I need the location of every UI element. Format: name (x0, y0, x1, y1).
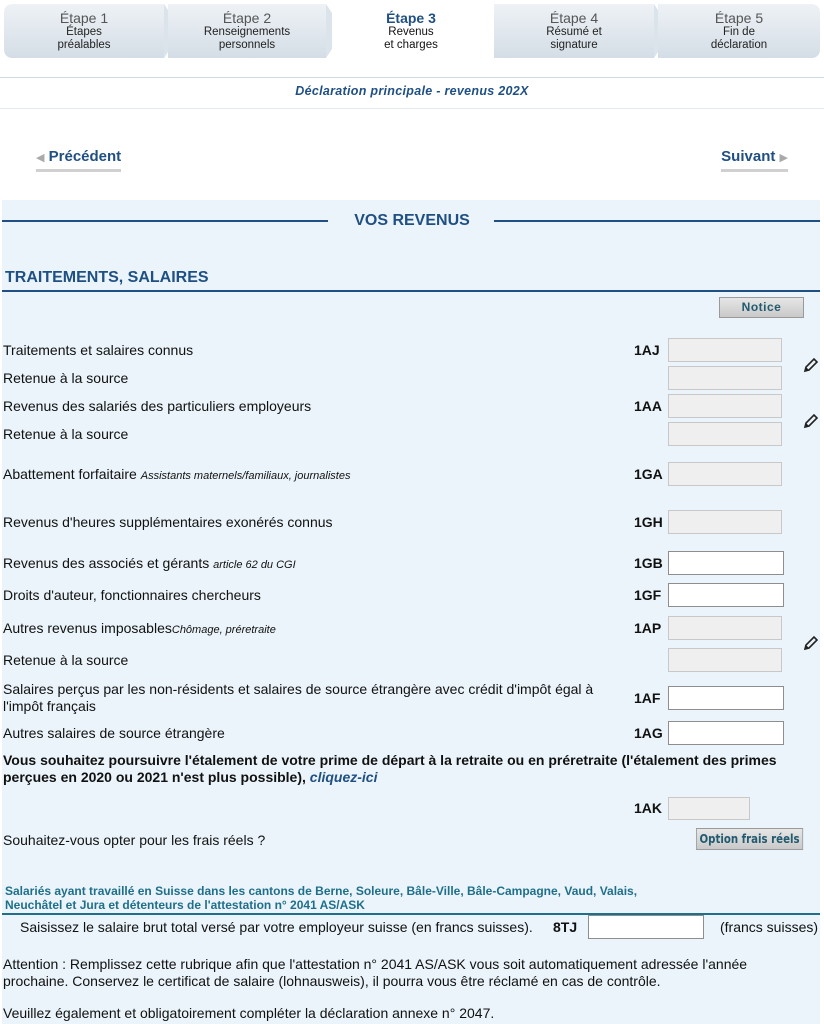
row-label (3, 466, 350, 485)
previous-link[interactable] (36, 148, 121, 172)
field-code: 1GA (634, 466, 663, 482)
swiss-section-title: Salariés ayant travaillé en Suisse dans les cantons de Berne, Soleure, Bâle-Ville, Bâle-Campagne, Vaud, Valais, Neuchâtel et Jura et détenteurs de l'attestation n° 2041 AS/ASK (5, 884, 638, 912)
next-link[interactable] (721, 148, 788, 172)
row-note: article 62 du CGI (213, 559, 296, 571)
step-3[interactable] (332, 4, 490, 58)
row-label: Retenue à la source (3, 370, 129, 386)
divider (2, 290, 820, 292)
row-label (3, 555, 296, 574)
triangle-left-icon: ◀ (36, 152, 45, 164)
step-line: Renseignements (203, 26, 291, 38)
step-2[interactable] (168, 4, 326, 58)
row-note: Assistants maternels/familiaux, journalistes (140, 470, 351, 482)
section-main-title: VOS REVENUS (354, 212, 470, 229)
prime-link[interactable]: cliquez-ici (309, 769, 378, 785)
field-1ak[interactable] (668, 797, 750, 820)
declaration-title: Déclaration principale - revenus 202X (295, 84, 529, 98)
step-title: Étape 2 (222, 10, 272, 26)
step-title: Étape 5 (714, 10, 764, 26)
field-code: 1AA (634, 398, 663, 414)
field-1gf[interactable] (668, 583, 784, 607)
divider (494, 220, 820, 222)
field-1ga[interactable] (668, 462, 782, 486)
field-1af[interactable] (668, 686, 784, 710)
step-line: Résumé et (546, 26, 602, 38)
field-1gh[interactable] (668, 510, 782, 534)
step-line: Fin de (723, 26, 755, 38)
step-line: signature (550, 39, 598, 51)
pencil-icon[interactable] (803, 635, 819, 651)
pencil-icon[interactable] (803, 413, 819, 429)
step-title: Étape 3 (386, 10, 436, 26)
swiss-prompt-row (20, 919, 533, 935)
step-line: Revenus (388, 26, 434, 38)
row-label (3, 620, 276, 639)
row-label: Salaires perçus par les non-résidents et salaires de source étrangère avec crédit d'impôt égal à l'impôt français (3, 681, 594, 714)
field-1ag[interactable] (668, 721, 784, 745)
divider (0, 108, 824, 109)
field-1aa[interactable] (668, 394, 782, 418)
step-title: Étape 1 (59, 10, 109, 26)
row-label: Droits d'auteur, fonctionnaires chercheurs (3, 587, 261, 603)
row-label: Retenue à la source (3, 426, 129, 442)
triangle-right-icon: ▶ (779, 152, 788, 164)
field-code: 1GH (634, 514, 663, 530)
field-code: 1AP (634, 620, 662, 636)
row-label-text: Abattement forfaitaire (3, 466, 137, 482)
field-1ap[interactable] (668, 616, 782, 640)
field-code: 1GF (634, 587, 662, 603)
field-code: 1AG (634, 725, 663, 741)
field-1aj-retenue[interactable] (668, 366, 782, 390)
prime-text: Vous souhaitez poursuivre l'étalement de votre prime de départ à la retraite ou en préretraite (l'étalement des primes perçues en 2020 ou 2021 n'est plus possible), (3, 752, 777, 785)
pencil-icon[interactable] (803, 357, 819, 373)
attention-note: Attention : Remplissez cette rubrique afin que l'attestation n° 2041 AS/ASK vous soit automatiquement adressée l'année prochaine. Conservez le certificat de salaire (lohnausweis), il pourra vous être réclamé en cas de contrôle. (3, 956, 748, 989)
step-line: préalables (57, 39, 111, 51)
step-line: Étapes (66, 26, 102, 38)
step-line: déclaration (710, 39, 768, 51)
row-label: Traitements et salaires connus (3, 342, 194, 358)
row-label: Revenus d'heures supplémentaires exonérés connus (3, 514, 333, 530)
notice-button[interactable]: Notice (719, 297, 804, 318)
final-note: Veuillez également et obligatoirement compléter la déclaration annexe n° 2047. (3, 1005, 495, 1021)
step-line: personnels (218, 39, 276, 51)
field-1aa-retenue[interactable] (668, 422, 782, 446)
row-note: Chômage, préretraite (171, 624, 276, 636)
field-1gb[interactable] (668, 551, 784, 575)
prime-paragraph (3, 752, 813, 786)
step-5[interactable] (658, 4, 820, 58)
row-label: Revenus des salariés des particuliers employeurs (3, 398, 312, 414)
row-label-text: Autres revenus imposables (3, 620, 172, 636)
option-frais-reels-button[interactable]: Option frais réels (696, 828, 803, 850)
progress-steps (0, 0, 824, 60)
row-label: Retenue à la source (3, 652, 129, 668)
step-title: Étape 4 (549, 10, 599, 26)
field-code: 1AF (634, 690, 661, 706)
field-1aj[interactable] (668, 338, 782, 362)
field-code: 1AJ (634, 342, 660, 358)
step-line: et charges (384, 39, 438, 51)
field-code: 8TJ (553, 919, 578, 935)
row-label-text: Revenus des associés et gérants (3, 555, 210, 571)
field-code: 1AK (634, 800, 663, 816)
previous-label: Précédent (48, 148, 122, 165)
frais-question: Souhaitez-vous opter pour les frais réels ? (3, 832, 266, 848)
step-1[interactable] (4, 4, 164, 58)
field-8tj[interactable] (588, 915, 704, 939)
field-1ap-retenue[interactable] (668, 648, 782, 672)
next-label: Suivant (721, 148, 776, 165)
row-label: Autres salaires de source étrangère (3, 725, 225, 741)
section-title: TRAITEMENTS, SALAIRES (5, 269, 209, 286)
divider (0, 77, 824, 78)
step-4[interactable] (494, 4, 654, 58)
swiss-unit: (francs suisses) (720, 919, 819, 935)
swiss-prompt: Saisissez le salaire brut total versé par votre employeur suisse (en francs suisses). (20, 919, 533, 935)
field-code: 1GB (634, 555, 663, 571)
